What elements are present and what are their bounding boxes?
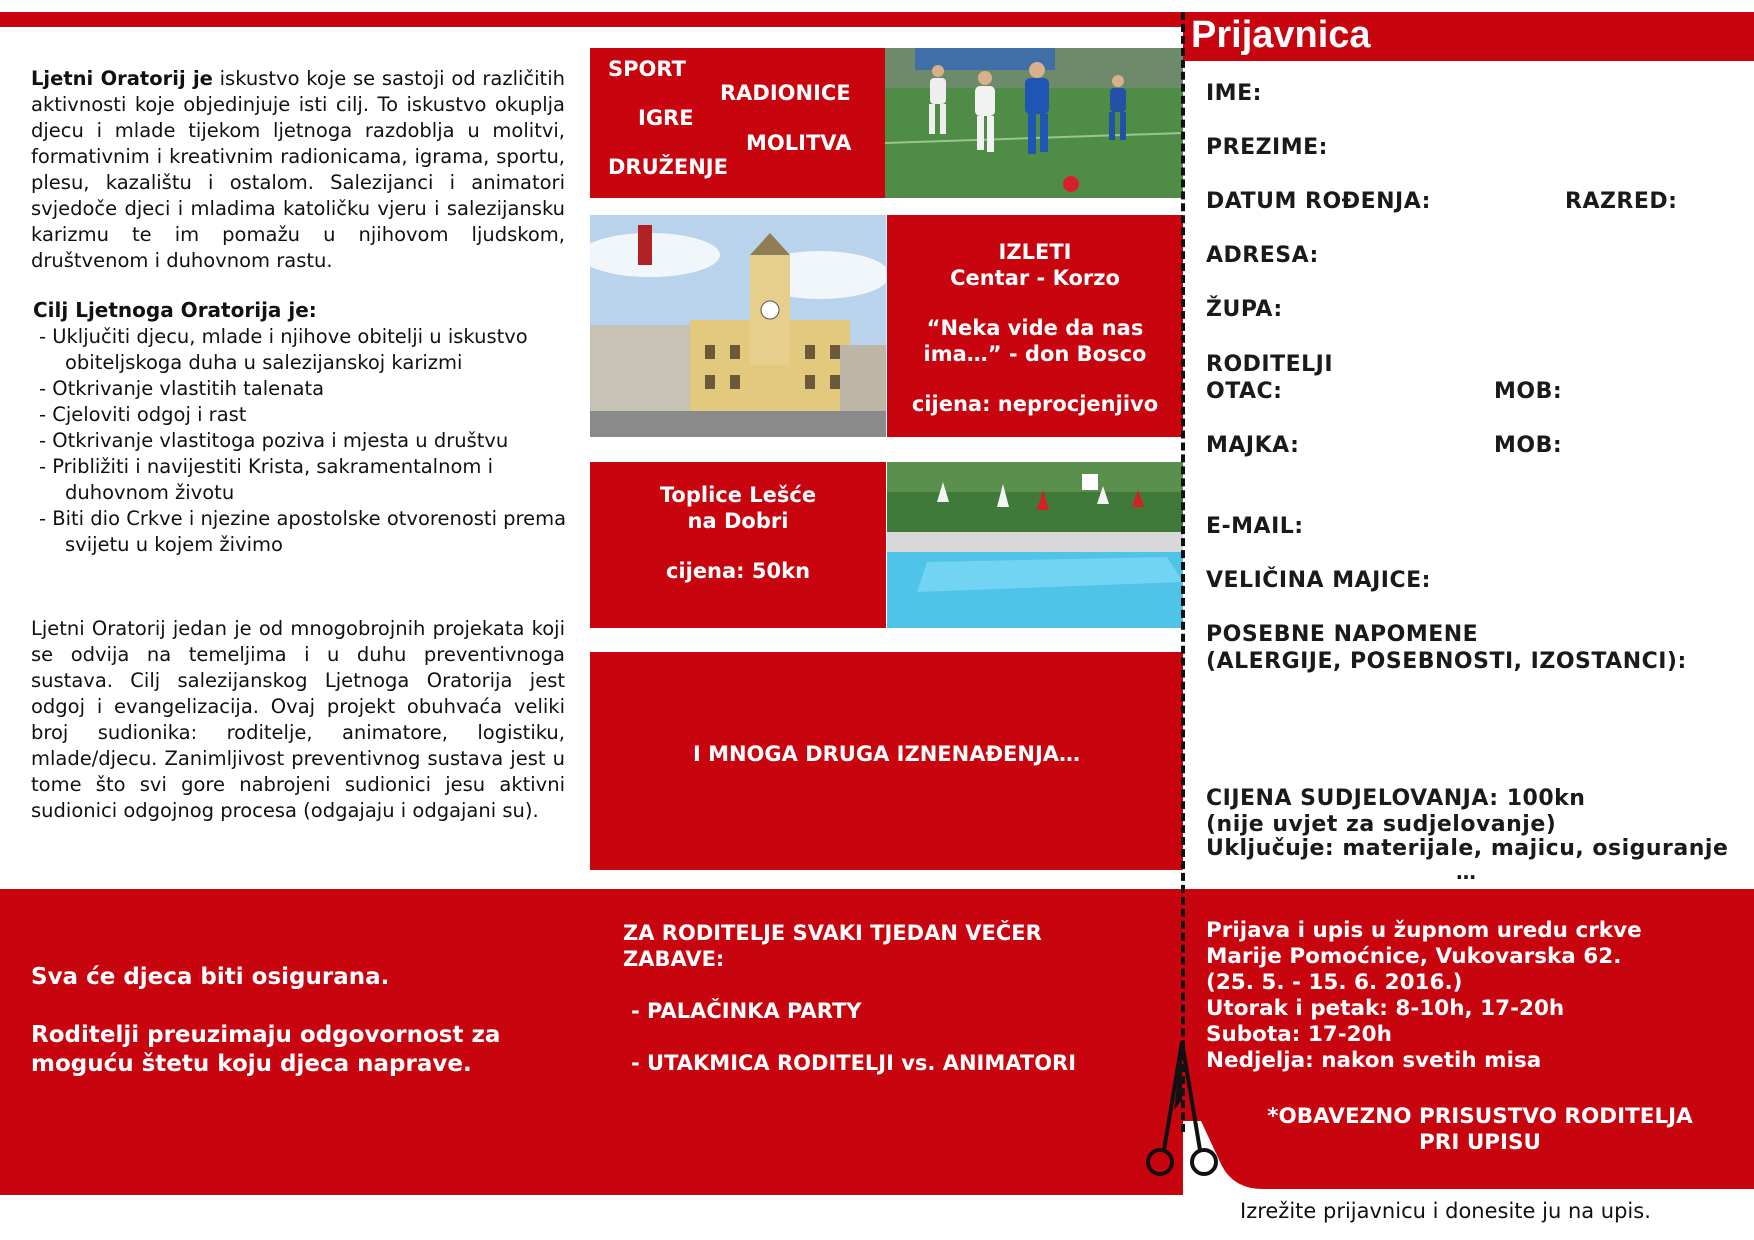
field-roditelji: RODITELJI	[1206, 352, 1334, 377]
form-title: Prijavnica	[1191, 14, 1371, 56]
izleti-price: cijena: neprocjenjivo	[911, 392, 1159, 416]
intro-lead: Ljetni Oratorij je	[31, 67, 213, 90]
parent-presence-line-1: *OBAVEZNO PRISUSTVO RODITELJA	[1267, 1104, 1693, 1129]
field-prezime: PREZIME:	[1206, 135, 1328, 160]
goal-item: - Otkrivanje vlastitih talenata	[39, 377, 325, 400]
parents-evening	[623, 920, 1168, 1076]
city-tower-photo	[590, 215, 886, 437]
parents-heading-2: ZABAVE:	[623, 947, 725, 971]
field-ime: IME:	[1206, 81, 1262, 106]
registration-line-2: Marije Pomoćnice, Vukovarska 62.	[1206, 944, 1622, 969]
parents-heading-1: ZA RODITELJE SVAKI TJEDAN VEČER	[623, 921, 1042, 945]
parents-item-2: - UTAKMICA RODITELJI vs. ANIMATORI	[631, 1051, 1077, 1075]
field-zupa: ŽUPA:	[1206, 297, 1283, 322]
project-paragraph: Ljetni Oratorij jedan je od mnogobrojnih projekata koji se odvija na temeljima i u duhu preventivnoga sustava. Cilj salezijanskog Ljetnoga Oratorija jest odgoj i evangelizacija. Ovaj projekt obuhvaća veliki broj sudionika: roditelje, animatore, logistiku, mlade/djecu. Zanimljivost preventivnog sustava jest u tome što svi gore nabrojeni sudionici jesu aktivni sudionici odgojnog procesa (odgajaju i odgajani su).	[31, 617, 565, 822]
registration-line-5: Subota: 17-20h	[1206, 1022, 1392, 1047]
intro-text: iskustvo koje se sastoji od različitih aktivnosti koje objedinjuje isti cilj. To iskustvo okuplja djecu i mlade tijekom ljetnoga razdoblja u molitvi, formativnim i kreativnim radionicama, igrama, sportu, plesu, kazalištu i ostalom. Salezijanci i animatori svjedoče djeci i mladima katoličku vjeru i salezijansku karizmu te im pomažu u njihovom ljudskom, društvenom i duhovnom rastu.	[31, 67, 565, 272]
registration-info	[1206, 918, 1746, 1074]
surprise-text: I MNOGA DRUGA IZNENAĐENJA…	[692, 742, 1081, 766]
goal-item: - Približiti i navijestiti Krista, sakramentalnom i duhovnom životu	[39, 455, 494, 504]
field-adresa: ADRESA:	[1206, 243, 1319, 268]
price-line-2: (nije uvjet za sudjelovanje)	[1206, 812, 1557, 837]
insurance-note	[31, 963, 591, 1079]
toplice-line-1: Toplice Lešće	[659, 483, 817, 507]
cut-instruction: Izrežite prijavnicu i donesite ju na upis.	[1240, 1199, 1651, 1223]
activity-sport: SPORT	[608, 57, 686, 81]
insurance-line-2: Roditelji preuzimaju odgovornost za	[31, 1022, 501, 1048]
registration-line-4: Utorak i petak: 8-10h, 17-20h	[1206, 996, 1565, 1021]
field-otac: OTAC:	[1206, 379, 1283, 404]
scissors-icon	[1142, 1040, 1222, 1180]
cut-line	[1181, 12, 1185, 1132]
goal-item: - Biti dio Crkve i njezine apostolske otvorenosti prema svijetu u kojem živimo	[39, 507, 567, 556]
surprise-tile	[590, 652, 1183, 870]
activity-igre: IGRE	[638, 106, 694, 130]
intro-paragraph	[31, 66, 565, 274]
form-title-bar	[1183, 12, 1754, 61]
parent-presence-note	[1230, 1104, 1730, 1156]
insurance-line-1: Sva će djeca biti osigurana.	[31, 964, 390, 990]
parent-presence-line-2: PRI UPISU	[1419, 1130, 1541, 1155]
izleti-title: IZLETI	[998, 240, 1072, 264]
activities-tile	[590, 48, 886, 198]
price-line-3: Uključuje: materijale, majicu, osiguranje	[1206, 836, 1729, 861]
goal-item: - Uključiti djecu, mlade i njihove obitelji u iskustvo obiteljskoga duha u salezijanskoj karizmi	[39, 325, 528, 374]
top-stripe	[0, 12, 1184, 27]
insurance-line-3: moguću štetu koju djeca naprave.	[31, 1051, 472, 1077]
field-razred: RAZRED:	[1565, 189, 1678, 214]
pool-photo	[887, 462, 1183, 628]
parents-item-1: - PALAČINKA PARTY	[631, 999, 862, 1023]
field-datum-rodjenja: DATUM ROĐENJA:	[1206, 189, 1431, 214]
registration-line-1: Prijava i upis u župnom uredu crkve	[1206, 918, 1642, 943]
field-majka: MAJKA:	[1206, 433, 1300, 458]
registration-line-3: (25. 5. - 15. 6. 2016.)	[1206, 970, 1463, 995]
price-line-1: CIJENA SUDJELOVANJA: 100kn	[1206, 786, 1586, 811]
field-napomene-2: (ALERGIJE, POSEBNOSTI, IZOSTANCI):	[1206, 649, 1687, 674]
goals-heading: Cilj Ljetnoga Oratorija je:	[33, 298, 317, 322]
football-photo	[885, 48, 1183, 198]
field-napomene-1: POSEBNE NAPOMENE	[1206, 622, 1479, 647]
activity-radionice: RADIONICE	[720, 81, 851, 105]
izleti-tile	[887, 215, 1183, 437]
goal-item: - Cjeloviti odgoj i rast	[39, 403, 247, 426]
activity-molitva: MOLITVA	[746, 131, 852, 155]
toplice-line-2: na Dobri	[687, 509, 789, 533]
field-mob-majka: MOB:	[1494, 433, 1563, 458]
price-line-4: …	[1456, 860, 1477, 884]
toplice-price: cijena: 50kn	[665, 559, 811, 583]
field-email: E-MAIL:	[1206, 514, 1304, 539]
field-mob-otac: MOB:	[1494, 379, 1563, 404]
field-velicina-majice: VELIČINA MAJICE:	[1206, 568, 1431, 593]
goal-item: - Otkrivanje vlastitoga poziva i mjesta u društvu	[39, 429, 509, 452]
goals-list	[25, 324, 570, 558]
activity-druzenje: DRUŽENJE	[608, 155, 728, 179]
registration-line-6: Nedjelja: nakon svetih misa	[1206, 1048, 1542, 1073]
izleti-quote-2: ima…” - don Bosco	[923, 342, 1147, 366]
toplice-tile	[590, 462, 886, 628]
izleti-place: Centar - Korzo	[950, 266, 1120, 290]
izleti-quote-1: “Neka vide da nas	[926, 316, 1144, 340]
